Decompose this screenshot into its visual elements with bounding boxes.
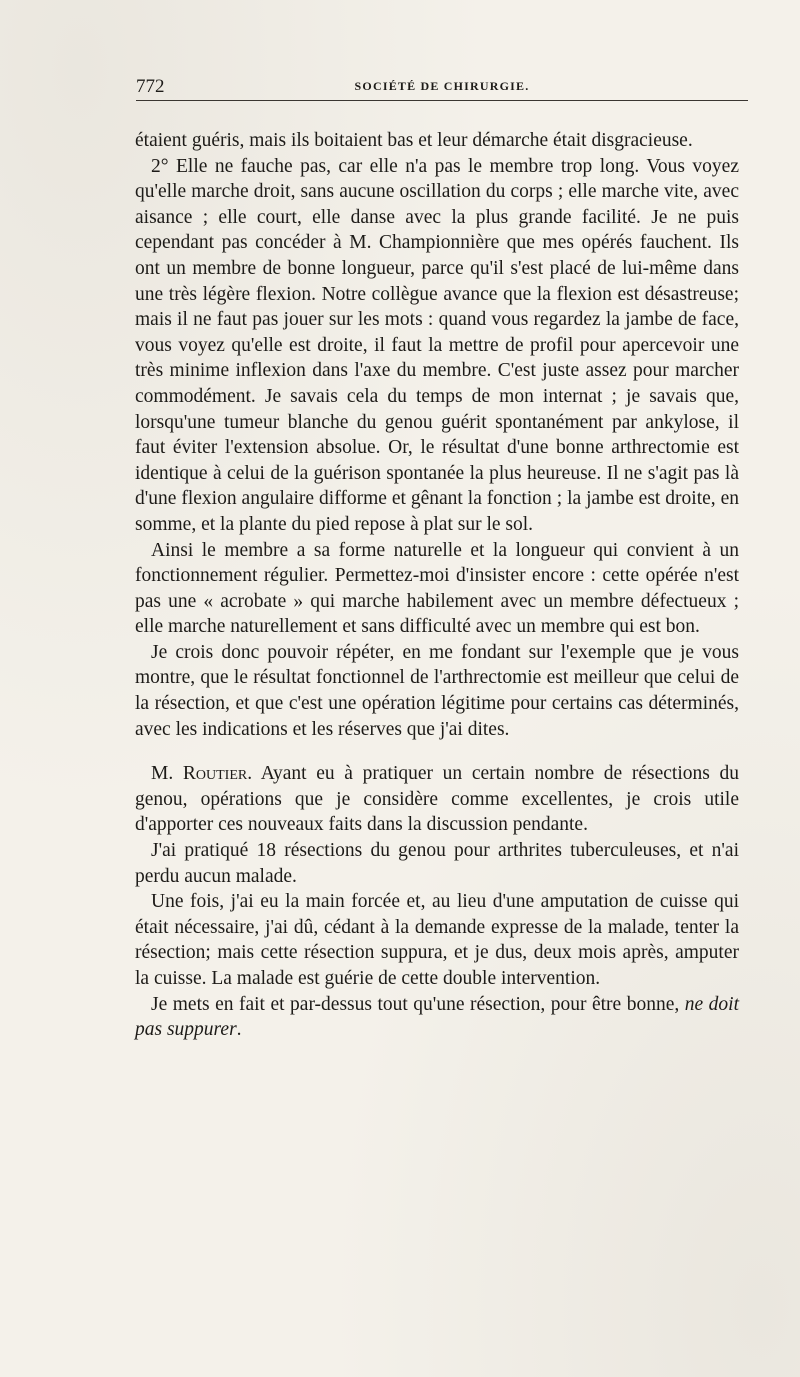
speaker-prefix: M.: [151, 763, 183, 785]
paragraph-7: Une fois, j'ai eu la main forcée et, au lieu d'une amputation de cuisse qui était nécessaire, j'ai dû, cédant à la demande expresse de la malade, tenter la résection; mais cette résection suppura, et je dus, deux mois après, amputer la cuisse. La malade est guérie de cette double intervention.: [135, 891, 739, 989]
page-header: [136, 76, 748, 101]
paragraph-1: étaient guéris, mais ils boitaient bas et leur démarche était disgracieuse.: [135, 130, 693, 151]
paragraph-3: Ainsi le membre a sa forme naturelle et la longueur qui convient à un fonctionnement régulier. Permettez-moi d'insister encore : cette opérée n'est pas une « acrobate » qui marche habilement avec un membre défectueux ; elle marche naturellement et sans difficulté avec un membre qui est bon.: [135, 539, 739, 638]
page-number: 772: [136, 76, 165, 97]
paragraph-8-end: .: [236, 1019, 242, 1041]
paragraph-8: [135, 992, 739, 1043]
paragraph-2: 2° Elle ne fauche pas, car elle n'a pas le membre trop long. Vous voyez qu'elle marche droit, sans aucune oscillation du corps ; elle marche vite, avec aisance ; elle court, elle danse avec la plus grande facilité. Je ne puis cependant pas concéder à M. Championnière que mes opérés fauchent. Ils ont un membre de bonne longueur, parce qu'il s'est placé de lui-même dans une très légère flexion. Notre collègue avance que la flexion est désastreuse; mais il ne faut pas jouer sur les mots : quand vous regardez la jambe de face, vous voyez qu'elle est droite, il faut la mettre de profil pour apercevoir une très minime inflexion dans l'axe du membre. C'est juste assez pour marcher commodément. Je savais cela du temps de mon internat ; je savais que, lorsqu'une tumeur blanche du genou guérit spontanément par ankylose, il faut éviter l'extension absolue. Or, le résultat d'une bonne arthrectomie est identique à celui de la guérison spontanée la plus heureuse. Il ne s'agit pas là d'une flexion angulaire difforme et gênant la fonction ; la jambe est droite, en somme, et la plante du pied repose à plat sur le sol.: [135, 155, 739, 535]
paragraph-8-text: Je mets en fait et par-dessus tout qu'une résection, pour être bonne,: [151, 993, 685, 1015]
paragraph-6: J'ai pratiqué 18 résections du genou pour arthrites tuberculeuses, et n'ai perdu aucun malade.: [135, 840, 739, 887]
speaker-name: Routier.: [182, 763, 253, 785]
paragraph-4: Je crois donc pouvoir répéter, en me fondant sur l'exemple que je vous montre, que le résultat fonctionnel de l'arthrectomie est meilleur que celui de la résection, et que c'est une opération légitime pour certains cas déterminés, avec les indications et les réserves que j'ai dites.: [135, 641, 739, 740]
paragraph-5-text: Ayant eu à pratiquer un certain nombre de résections du genou, opérations que je considère comme excellentes, je crois utile d'apporter ces nouveaux faits dans la discussion pendante.: [135, 763, 739, 836]
body-text: [135, 128, 739, 1043]
emphasis-text: ne doit pas suppurer: [135, 993, 739, 1041]
running-title: SOCIÉTÉ DE CHIRURGIE.: [354, 79, 530, 93]
paragraph-5: [135, 761, 739, 838]
